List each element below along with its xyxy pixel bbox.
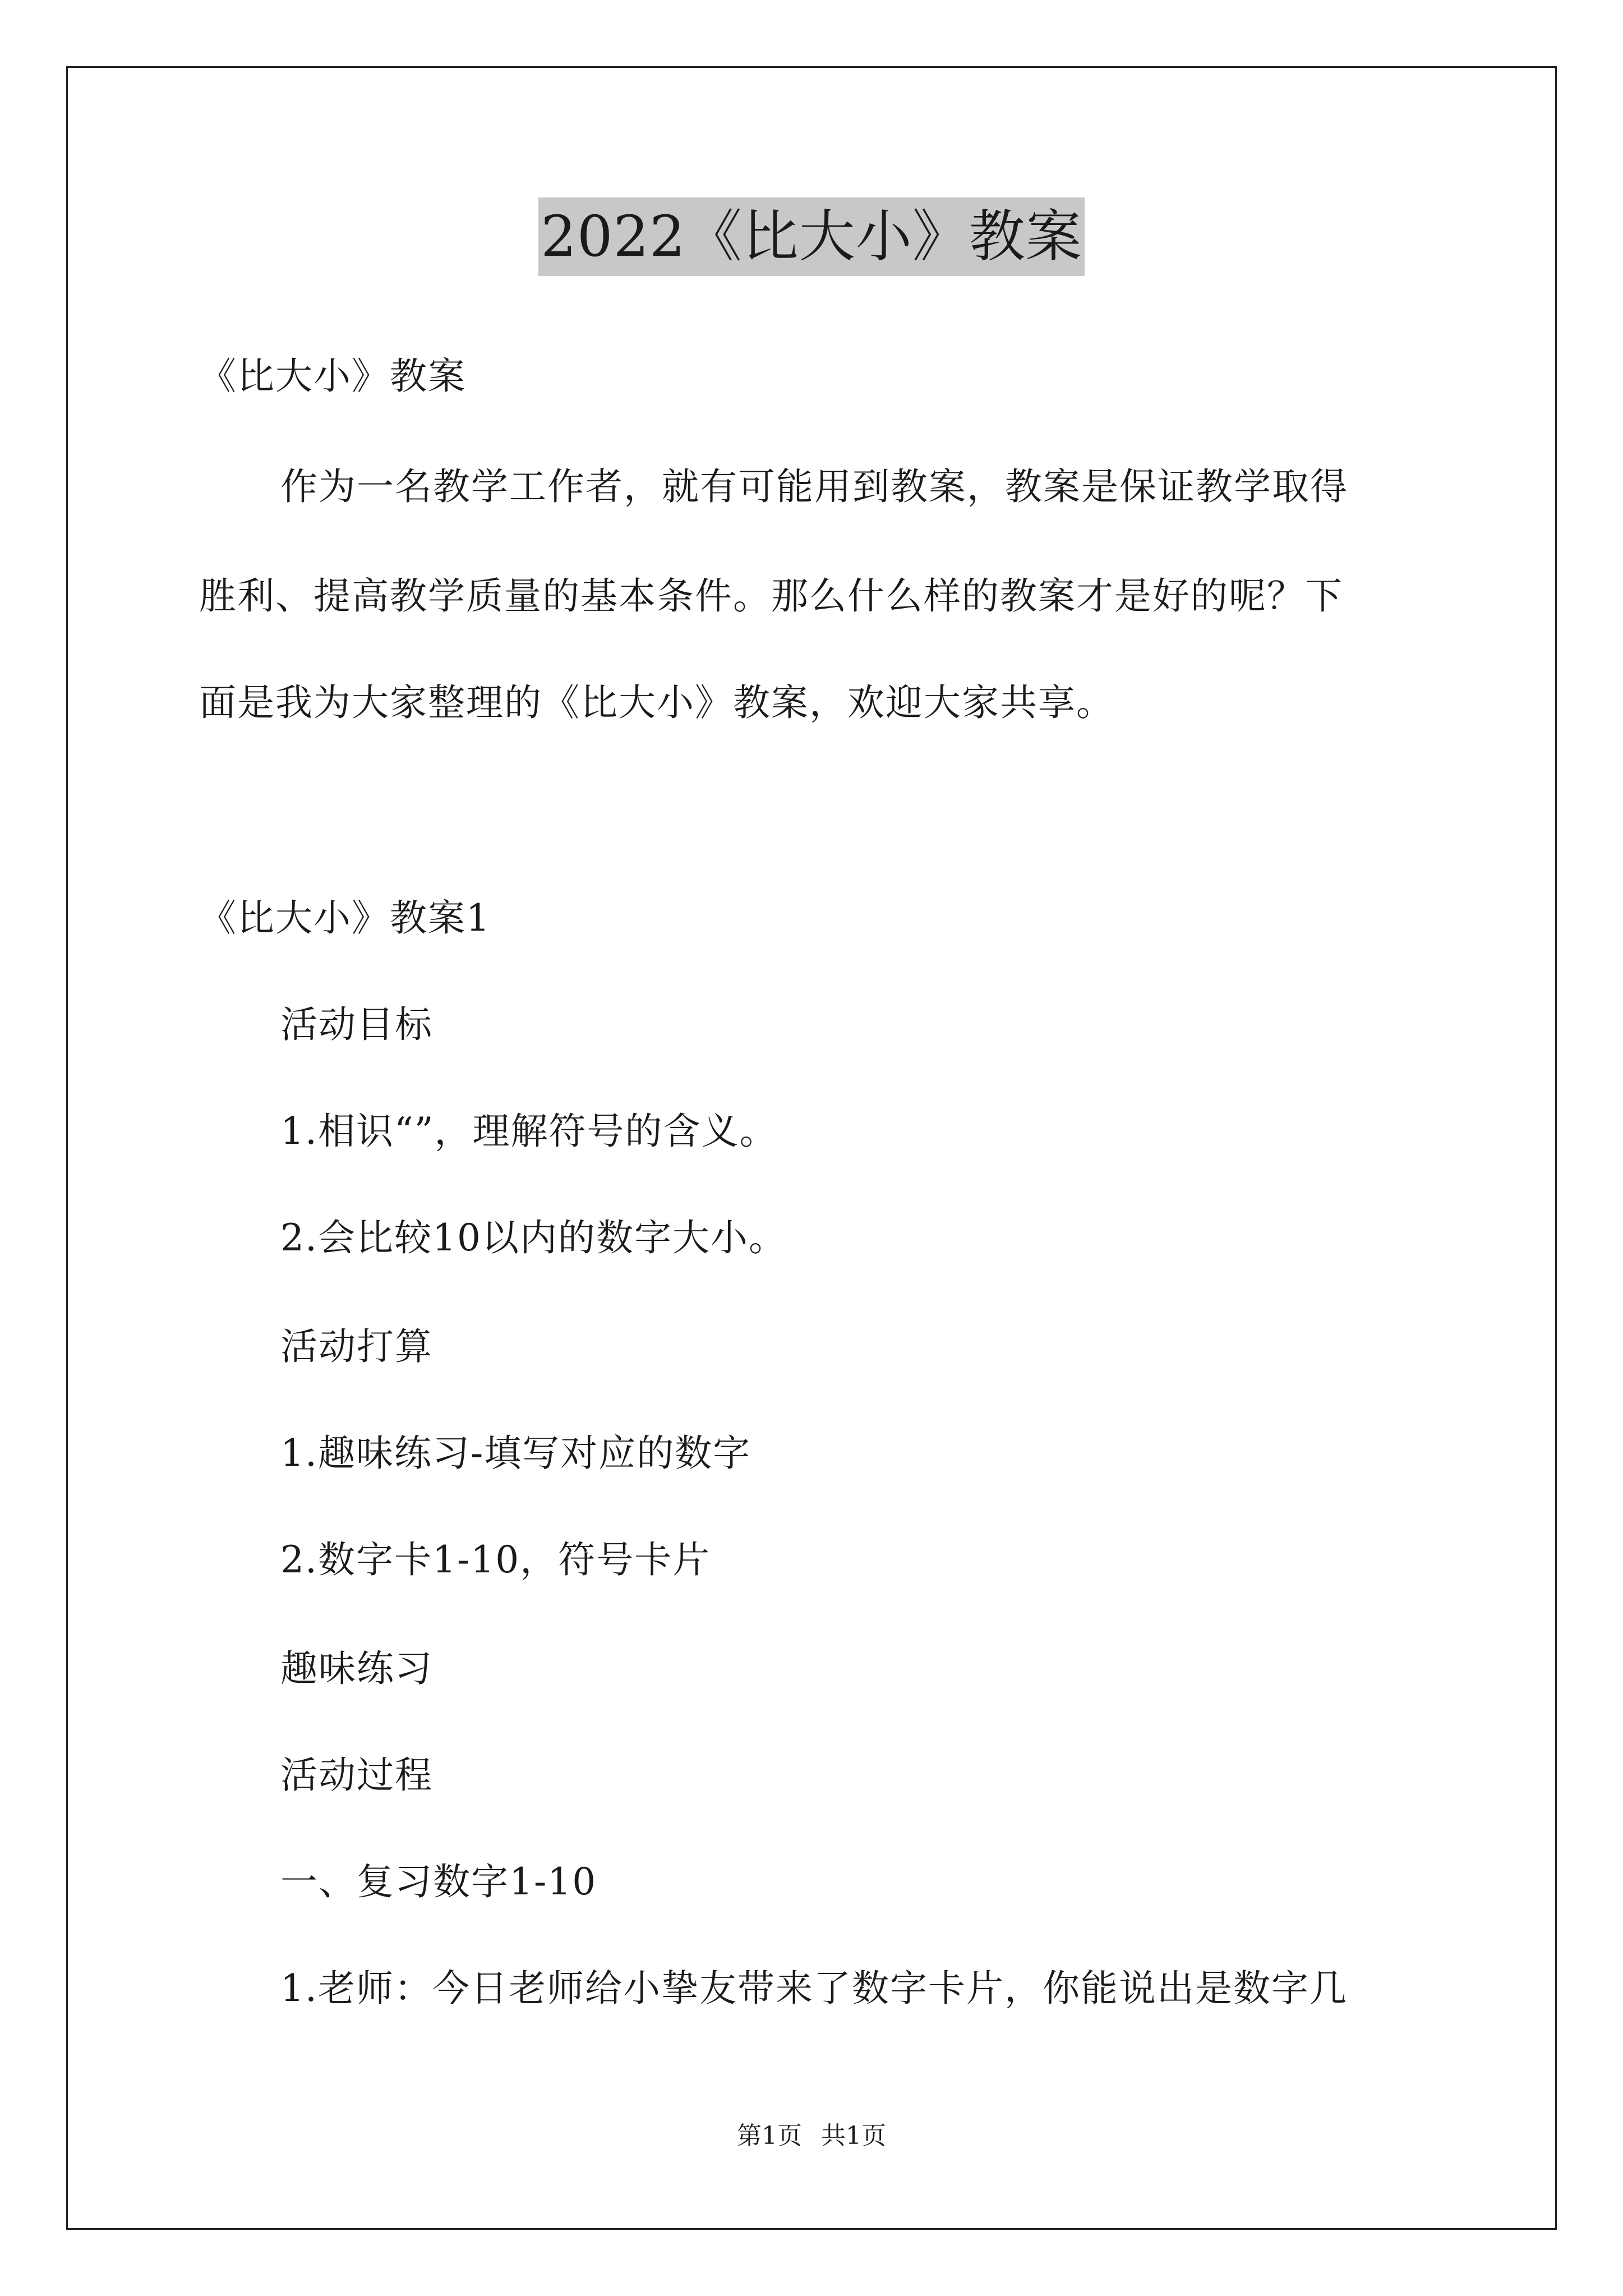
paragraph-line: 一、复习数字1-10	[280, 1860, 597, 1903]
intro-line-3: 面是我为大家整理的《比大小》教案，欢迎大家共享。	[199, 681, 1114, 724]
document-title: 2022《比大小》教案	[538, 197, 1085, 276]
page-footer	[0, 2119, 1623, 2153]
subtitle: 《比大小》教案	[199, 355, 466, 398]
paragraph-line: 活动目标	[280, 1003, 433, 1046]
intro-line-1: 作为一名教学工作者，就有可能用到教案，教案是保证教学取得	[280, 465, 1348, 508]
paragraph-line: 趣味练习	[280, 1647, 433, 1690]
section-heading: 《比大小》教案1	[199, 896, 491, 940]
paragraph-line: 2.会比较10以内的数字大小。	[280, 1216, 787, 1259]
paragraph-line: 活动打算	[280, 1325, 433, 1368]
intro-line-2: 胜利、提高教学质量的基本条件。那么什么样的教案才是好的呢？下	[199, 574, 1343, 618]
page-total: 共1页	[821, 2122, 886, 2150]
paragraph-line: 1.相识“”，理解符号的含义。	[280, 1110, 778, 1153]
paragraph-line: 1.趣味练习-填写对应的数字	[280, 1432, 751, 1475]
page-number: 第1页	[737, 2122, 802, 2150]
paragraph-line: 2.数字卡1-10，符号卡片	[280, 1538, 711, 1581]
paragraph-line: 1.老师：今日老师给小挚友带来了数字卡片，你能说出是数字几	[280, 1967, 1348, 2010]
paragraph-line: 活动过程	[280, 1754, 433, 1797]
title-container	[0, 197, 1623, 276]
